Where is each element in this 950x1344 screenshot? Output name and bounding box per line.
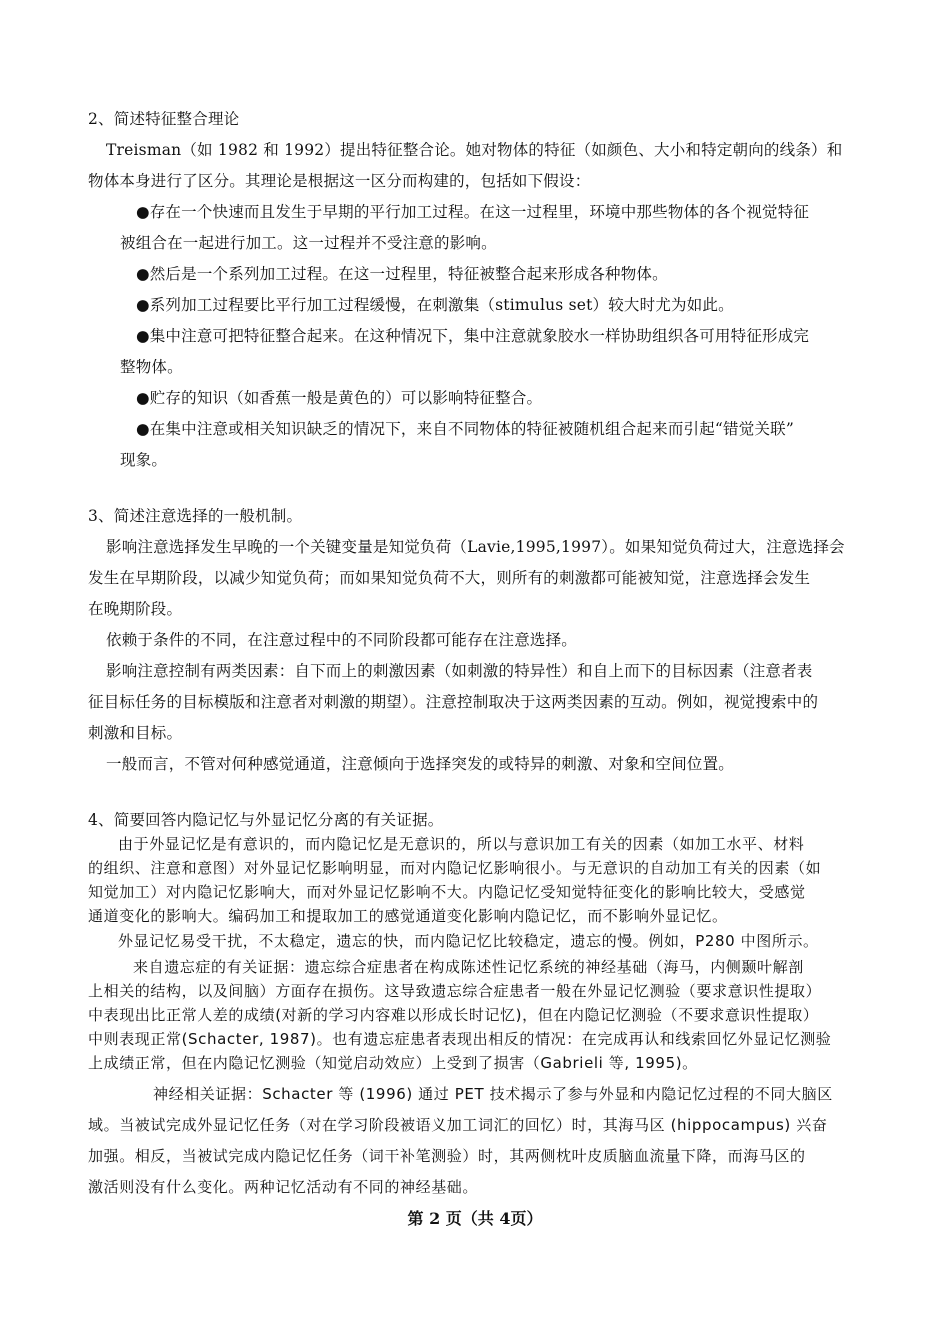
- paragraph-line: 征目标任务的目标模版和注意者对刺激的期望）。注意控制取决于这两类因素的互动。例如，视觉搜索中的: [88, 693, 819, 711]
- paragraph-line: 上成绩正常，但在内隐记忆测验（知觉启动效应）上受到了损害（Gabrieli 等, 1995)。: [88, 1054, 698, 1072]
- bullet-item: ●然后是一个系列加工过程。在这一过程里，特征被整合起来形成各种物体。: [136, 265, 668, 283]
- paragraph-line: 中表现出比正常人差的成绩(对新的学习内容难以形成长时记忆)，但在内隐记忆测验（不要求意识性提取）: [88, 1006, 819, 1024]
- bullet-item: ●系列加工过程要比平行加工过程缓慢，在刺激集（stimulus set）较大时尤为如此。: [136, 296, 734, 314]
- paragraph-line: 知觉加工）对内隐记忆影响大，而对外显记忆影响不大。内隐记忆受知觉特征变化的影响比较大，受感觉: [88, 883, 806, 901]
- paragraph-line: 在晚期阶段。: [88, 600, 183, 618]
- paragraph-line: 发生在早期阶段，以减少知觉负荷；而如果知觉负荷不大，则所有的刺激都可能被知觉，注意选择会发生: [88, 569, 811, 587]
- bullet-item-cont: 整物体。: [120, 358, 183, 376]
- paragraph-line: 影响注意控制有两类因素：自下而上的刺激因素（如刺激的特异性）和自上而下的目标因素（注意者表: [106, 662, 813, 680]
- bullet-item-cont: 现象。: [120, 451, 168, 469]
- paragraph-line: 通道变化的影响大。编码加工和提取加工的感觉通道变化影响内隐记忆，而不影响外显记忆。: [88, 907, 728, 925]
- paragraph-line: 中则表现正常(Schacter, 1987)。也有遗忘症患者表现出相反的情况：在完成再认和线索回忆外显记忆测验: [88, 1030, 832, 1048]
- section-2-heading: 2、简述特征整合理论: [88, 110, 240, 128]
- page-number-footer: 第 2 页（共 4页）: [407, 1209, 543, 1228]
- paragraph-line: 的组织、注意和意图）对外显记忆影响明显，而对内隐记忆影响很小。与无意识的自动加工有关的因素（如: [88, 859, 822, 877]
- paragraph-line: 域。当被试完成外显记忆任务（对在学习阶段被语义加工词汇的回忆）时，其海马区 (hippocampus) 兴奋: [88, 1116, 828, 1134]
- paragraph-line: 神经相关证据：Schacter 等 (1996) 通过 PET 技术揭示了参与外显和内隐记忆过程的不同大脑区: [153, 1085, 833, 1103]
- bullet-item: ●集中注意可把特征整合起来。在这种情况下，集中注意就象胶水一样协助组织各可用特征形成完: [136, 327, 810, 345]
- paragraph-line: 上相关的结构，以及间脑）方面存在损伤。这导致遗忘综合症患者一般在外显记忆测验（要求意识性提取）: [88, 982, 822, 1000]
- paragraph-line: 加强。相反，当被试完成内隐记忆任务（词干补笔测验）时，其两侧枕叶皮质脑血流量下降，而海马区的: [88, 1147, 806, 1165]
- paragraph-line: 激活则没有什么变化。两种记忆活动有不同的神经基础。: [88, 1178, 479, 1196]
- paragraph-line: Treisman（如 1982 和 1992）提出特征整合论。她对物体的特征（如颜色、大小和特定朝向的线条）和: [106, 141, 843, 159]
- paragraph-line: 物体本身进行了区分。其理论是根据这一区分而构建的，包括如下假设：: [88, 172, 591, 190]
- section-4-heading: 4、简要回答内隐记忆与外显记忆分离的有关证据。: [88, 811, 444, 829]
- bullet-item: ●贮存的知识（如香蕉一般是黄色的）可以影响特征整合。: [136, 389, 543, 407]
- paragraph-line: 刺激和目标。: [88, 724, 183, 742]
- paragraph-line: 来自遗忘症的有关证据：遗忘综合症患者在构成陈述性记忆系统的神经基础（海马，内侧颞叶解剖: [133, 958, 804, 976]
- bullet-item: ●存在一个快速而且发生于早期的平行加工过程。在这一过程里，环境中那些物体的各个视觉特征: [136, 203, 810, 221]
- paragraph-line: 依赖于条件的不同，在注意过程中的不同阶段都可能存在注意选择。: [106, 631, 578, 649]
- bullet-item: ●在集中注意或相关知识缺乏的情况下，来自不同物体的特征被随机组合起来而引起“错觉关联”: [136, 420, 794, 438]
- paragraph-line: 影响注意选择发生早晚的一个关键变量是知觉负荷（Lavie,1995,1997）。如果知觉负荷过大，注意选择会: [106, 538, 845, 556]
- paragraph-line: 由于外显记忆是有意识的，而内隐记忆是无意识的，所以与意识加工有关的因素（如加工水平、材料: [118, 835, 805, 853]
- bullet-item-cont: 被组合在一起进行加工。这一过程并不受注意的影响。: [120, 234, 497, 252]
- paragraph-line: 一般而言，不管对何种感觉通道，注意倾向于选择突发的或特异的刺激、对象和空间位置。: [106, 755, 735, 773]
- paragraph-line: 外显记忆易受干扰，不太稳定，遗忘的快，而内隐记忆比较稳定，遗忘的慢。例如，P280 中图所示。: [118, 932, 819, 950]
- section-3-heading: 3、简述注意选择的一般机制。: [88, 507, 303, 525]
